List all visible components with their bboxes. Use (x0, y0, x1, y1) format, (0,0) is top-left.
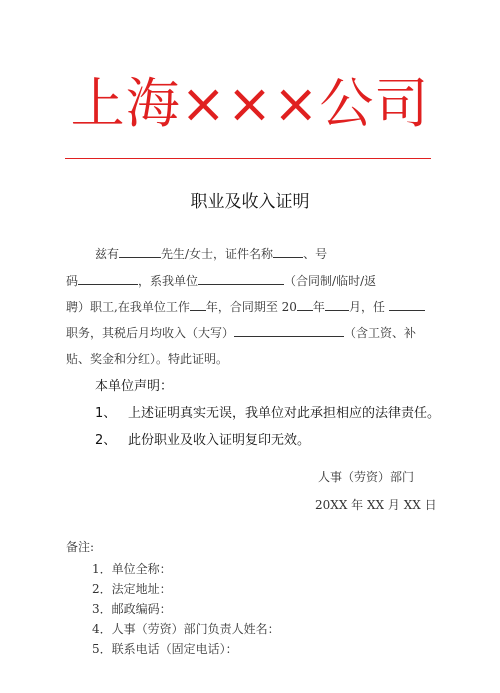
notes-item: 3．邮政编码： (92, 602, 172, 616)
name-blank (119, 246, 161, 258)
body-text: （含工资、补 (344, 326, 417, 340)
body-line-1 (95, 246, 327, 262)
declaration-item (95, 432, 310, 450)
declaration-heading: 本单位声明： (95, 379, 174, 394)
years-blank (190, 299, 206, 311)
body-line-5: 贴、奖金和分红）。特此证明。 (66, 352, 229, 366)
body-text: ，系我单位 (138, 274, 199, 288)
body-text: 职务，其税后月均收入（大写） (66, 326, 235, 340)
declaration-item-text: 此份职业及收入证明复印无效。 (128, 433, 311, 448)
notes-heading: 备注: (66, 540, 95, 554)
id-number-blank (78, 273, 138, 285)
declaration-item-number: 2、 (95, 433, 117, 448)
body-text: 、号 (303, 247, 328, 261)
contract-month-blank (325, 299, 349, 311)
company-name: 上海×××公司 (70, 72, 430, 135)
employer-blank (198, 273, 284, 285)
body-text: （合同制/临时/返 (284, 274, 377, 288)
body-line-2 (66, 273, 376, 289)
body-line-3 (66, 299, 425, 315)
body-text: 年 (312, 300, 325, 314)
notes-item: 2．法定地址： (92, 582, 172, 596)
body-text: 码 (66, 274, 79, 288)
declaration-item-number: 1、 (95, 406, 117, 421)
position-blank (389, 299, 425, 311)
body-text: 月，任 (348, 300, 385, 314)
declaration-item-text: 上述证明真实无误，我单位对此承担相应的法律责任。 (128, 406, 441, 421)
income-blank (234, 325, 344, 337)
notes-item: 1．单位全称： (92, 562, 172, 576)
body-text: 先生/女士，证件名称 (161, 247, 274, 261)
contract-year-blank (297, 299, 313, 311)
declaration-item (95, 405, 440, 423)
document-title: 职业及收入证明 (190, 192, 310, 212)
body-line-4 (66, 325, 416, 341)
body-text: 兹有 (95, 247, 120, 261)
notes-item: 4．人事（劳资）部门负责人姓名： (92, 622, 280, 636)
id-type-blank (273, 246, 303, 258)
header-divider (65, 158, 431, 159)
body-text: 年，合同期至 20 (205, 300, 297, 314)
body-text: 聘）职工,在我单位工作 (66, 300, 190, 314)
signature-date: 20XX 年 XX 月 XX 日 (315, 498, 437, 512)
signature-department: 人事（劳资）部门 (318, 470, 415, 484)
notes-item: 5．联系电话（固定电话）： (92, 642, 238, 656)
